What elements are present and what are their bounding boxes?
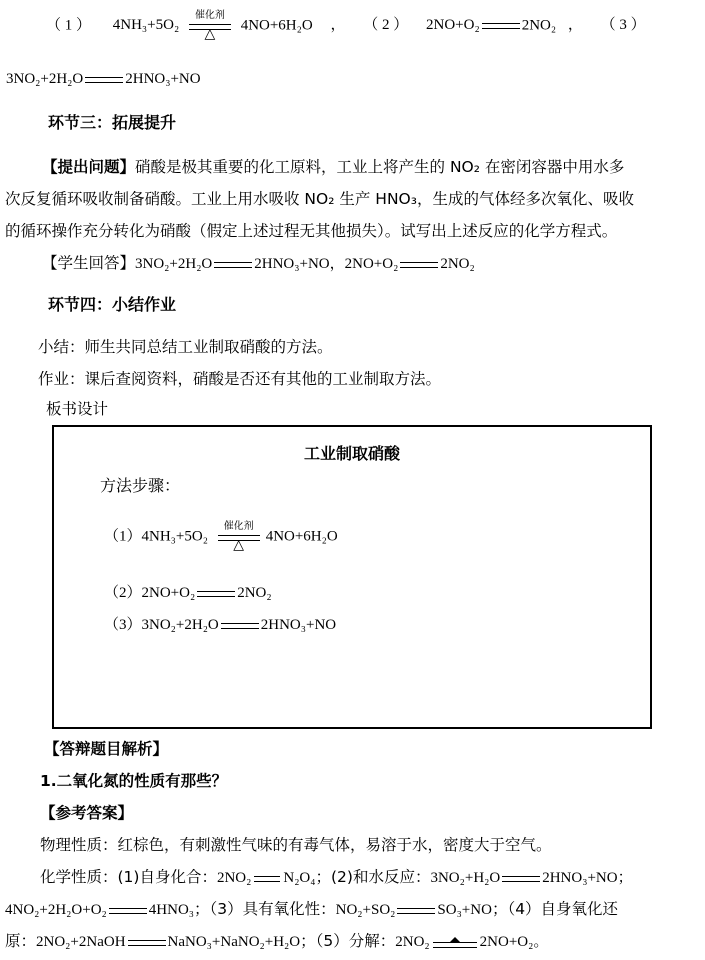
- eq2-reactants: 2NO+O₂: [426, 17, 480, 34]
- catalyst-label: 催化剂: [223, 521, 254, 532]
- c4-lead: ；（4）自身氧化还: [491, 900, 619, 918]
- step-3-reactants: 3NO₂+2H₂O: [141, 617, 219, 633]
- student-answer: [42, 252, 475, 275]
- answer-eq-b-right: 2NO₂: [440, 256, 475, 272]
- chemical-properties-line-3: [5, 930, 548, 953]
- top-equation-3: [6, 68, 201, 90]
- board-step-2: [104, 581, 272, 602]
- c2-lead: ；(2)和水反应：: [315, 868, 431, 886]
- summary-text: 小结：师生共同总结工业制取硝酸的方法。: [38, 338, 333, 356]
- catalyst-heat-arrow: [185, 10, 235, 42]
- equals-sign: [214, 262, 252, 268]
- equals-sign: [502, 876, 540, 882]
- answer-eq-a-right: 2HNO₃+NO，: [254, 256, 345, 272]
- eq2-products: 2NO₂: [521, 17, 557, 34]
- question-line-2: 次反复循环吸收制备硝酸。工业上用水吸收 NO₂ 生产 HNO₃，生成的气体经多次氧化、吸收: [5, 190, 634, 208]
- reversible-arrow: [254, 876, 280, 882]
- board-steps-label: 方法步骤：: [100, 476, 181, 495]
- equals-sign: [197, 591, 235, 597]
- question-tag: 【提出问题】: [42, 158, 136, 176]
- step-1-reactants: 4NH₃+5O₂: [141, 528, 208, 545]
- eq3-reactants: 3NO₂+2H₂O: [6, 71, 84, 87]
- separator: ，: [567, 17, 583, 34]
- c3-left: 4NO₂+2H₂O+O₂: [5, 902, 107, 918]
- c2-right: 2HNO₃+NO；: [542, 870, 633, 886]
- c5-tail: ；（5）分解：: [300, 932, 396, 950]
- reference-answer-tag: 【参考答案】: [40, 804, 134, 822]
- step-2-reactants: 2NO+O₂: [141, 585, 196, 601]
- equals-sign: [221, 623, 259, 629]
- equals-sign: [397, 908, 435, 914]
- step-2-products: 2NO₂: [237, 585, 272, 601]
- c1-left: 2NO₂: [216, 870, 252, 886]
- c2-left: 3NO₂+H₂O: [430, 870, 501, 886]
- step-number: （3）: [104, 617, 142, 633]
- homework-text: 作业：课后查阅资料，硝酸是否还有其他的工业制取方法。: [38, 370, 442, 388]
- catalyst-label: 催化剂: [194, 10, 225, 21]
- step-number: （2）: [104, 585, 142, 601]
- answer-tag: 【学生回答】: [42, 254, 136, 272]
- answer-eq-b-left: 2NO+O₂: [344, 256, 399, 272]
- step-number: （1）: [104, 528, 142, 545]
- equals-sign: [400, 262, 438, 268]
- c3-right: 4HNO₃: [148, 902, 195, 918]
- board-title: 工业制取硝酸: [303, 444, 400, 463]
- question-line-3: 的循环操作充分转化为硝酸（假定上述过程无其他损失）。试写出上述反应的化学方程式。: [5, 222, 618, 240]
- step-1-products: 4NO+6H₂O: [265, 528, 338, 545]
- chemical-properties-line-1: [40, 866, 633, 889]
- question-text-1: 硝酸是极其重要的化工原料，工业上将产生的 NO₂ 在密闭容器中用水多: [135, 158, 625, 176]
- equals-sign: [482, 23, 520, 29]
- chem-lead: 化学性质：(1)自身化合：: [40, 868, 217, 886]
- catalyst-heat-arrow: [214, 521, 264, 553]
- heat-symbol: △: [204, 26, 216, 42]
- c5-right: NaNO₃+NaNO₂+H₂O: [167, 934, 301, 950]
- c6-right: 2NO+O₂。: [479, 934, 549, 950]
- c4-left: NO₂+SO₂: [335, 902, 396, 918]
- question-line-1: [42, 156, 624, 178]
- eq1-reactants: 4NH₃+5O₂: [112, 17, 180, 34]
- c4-right: SO₃+NO: [437, 902, 492, 918]
- board-step-1: [104, 521, 338, 553]
- separator: ，: [330, 17, 346, 34]
- equals-sign: [128, 940, 166, 946]
- eq-number-1: （ 1 ）: [46, 17, 92, 34]
- board-design-label: 板书设计: [46, 400, 109, 418]
- eq3-products: 2HNO₃+NO: [125, 71, 201, 87]
- physical-properties: 物理性质：红棕色，有刺激性气味的有毒气体，易溶于水，密度大于空气。: [40, 836, 552, 854]
- c5-left: 2NO₂+2NaOH: [36, 934, 126, 950]
- analysis-question-1: 1.二氧化氮的性质有那些？: [40, 772, 228, 790]
- c5-lead: 原：: [5, 932, 37, 950]
- answer-eq-a-left: 3NO₂+2H₂O: [135, 256, 213, 272]
- heat-symbol: △: [233, 537, 245, 553]
- c3-lead: ；（3）具有氧化性：: [194, 900, 336, 918]
- eq1-products: 4NO+6H₂O: [240, 17, 313, 34]
- top-equation-row: [46, 10, 696, 42]
- c1-right: N₂O₄: [283, 870, 316, 886]
- c6-left: 2NO₂: [395, 934, 430, 950]
- analysis-header: 【答辩题目解析】: [44, 740, 169, 758]
- equals-sign: [85, 77, 123, 83]
- board-step-3: [104, 613, 336, 634]
- equals-sign: [109, 908, 147, 914]
- eq-number-3: （ 3 ）: [600, 17, 646, 34]
- section-4-title: 环节四：小结作业: [48, 295, 177, 314]
- chemical-properties-line-2: [5, 898, 618, 921]
- eq-number-2: （ 2 ）: [363, 17, 409, 34]
- step-3-products: 2HNO₃+NO: [260, 617, 337, 633]
- section-3-title: 环节三：拓展提升: [48, 113, 177, 132]
- heat-arrow: [433, 938, 477, 948]
- board-design-box: [52, 425, 652, 729]
